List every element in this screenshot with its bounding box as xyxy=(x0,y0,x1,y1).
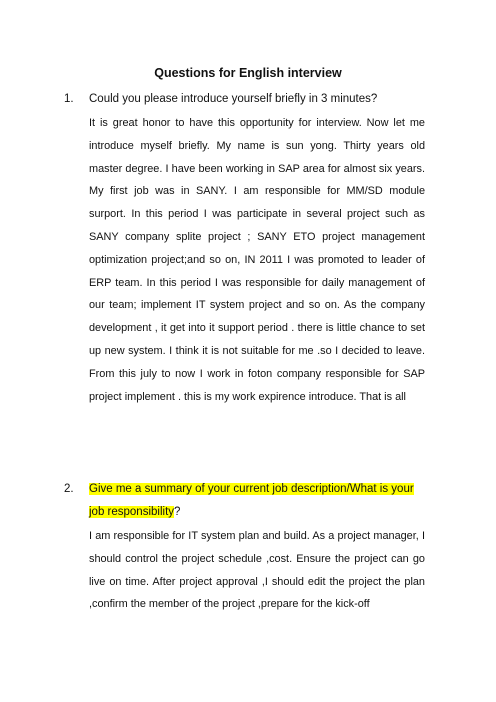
question-2-text-tail: ? xyxy=(174,505,181,518)
question-2-number: 2. xyxy=(64,483,74,495)
question-1-answer: It is great honor to have this opportunity for interview. Now let me introduce myself briefly. My name is sun yong. Thirty years old master degree. I have been working in SAP area for almost six years. My first job was in SANY. I am responsible for MM/SD module surport. In this period I was participate in several project such as SANY company splite project ; SANY ETO project management optimization project;and so on, IN 2011 I was promoted to leader of ERP team. In this period I was responsible for daily management of our team; implement IT system project and so on. As the company development , it get into it support period . there is little chance to set up new system. I think it is not suitable for me .so I decided to leave. From this july to now I work in foton company responsible for SAP project implement . this is my work expirence introduce. That is all xyxy=(89,117,425,403)
question-2-highlighted-text: Give me a summary of your current job description/What is your job responsibility xyxy=(89,483,414,518)
question-2-text xyxy=(89,478,429,523)
document-title: Questions for English interview xyxy=(154,66,342,80)
question-1-number: 1. xyxy=(64,93,74,105)
question-2-answer: I am responsible for IT system plan and build. As a project manager, I should control the project schedule ,cost. Ensure the project can go live on time. After project approval ,I should edit the project the plan ,confirm the member of the project ,prepare for the kick-off xyxy=(89,530,425,611)
question-1-text: Could you please introduce yourself briefly in 3 minutes? xyxy=(89,93,378,105)
